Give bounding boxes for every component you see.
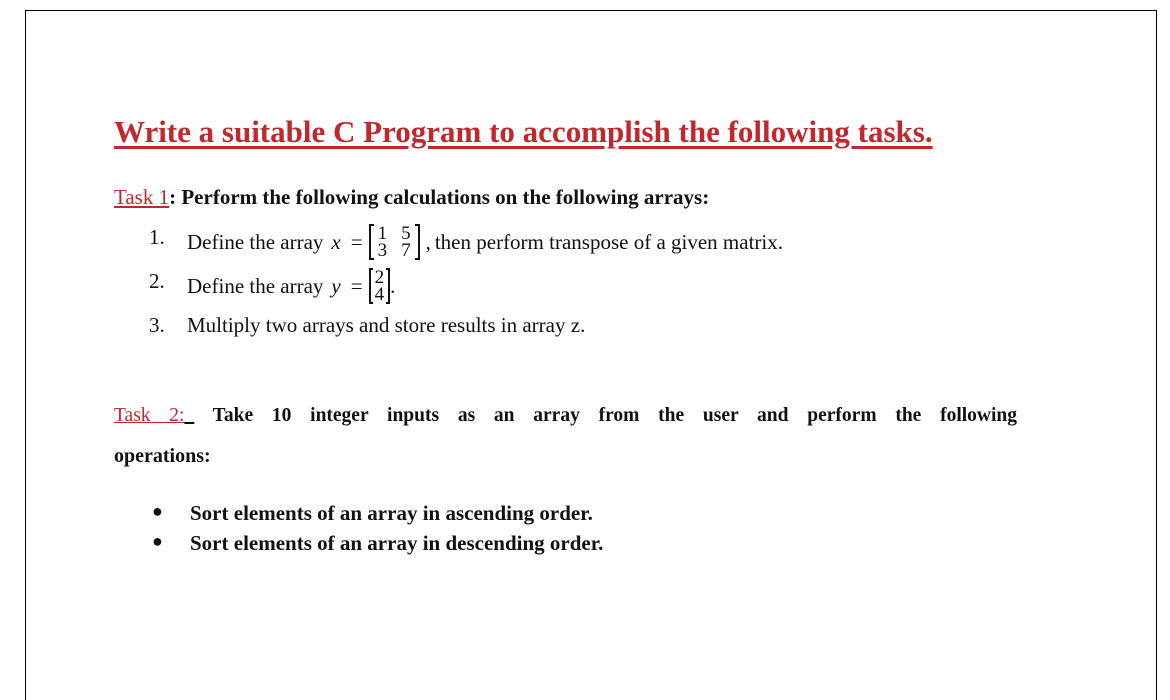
document-title: Write a suitable C Program to accomplish the following tasks. [114, 114, 933, 149]
task1-description: : Perform the following calculations on the following arrays: [169, 185, 710, 209]
matrix-x [369, 225, 420, 259]
step-number: 1. [149, 225, 165, 249]
equals-sign: = [350, 273, 363, 298]
step-number: 2. [149, 269, 165, 293]
step-text-after: then perform transpose of a given matrix. [434, 229, 783, 254]
task1-label: Task 1 [114, 185, 170, 209]
task2-description: Take 10 integer inputs as an array from the user and perform the following [212, 405, 1017, 426]
bullet-text: Sort elements of an array in descending order. [190, 531, 604, 555]
vector-y [369, 269, 391, 303]
list-item [150, 501, 603, 531]
matrix-cell: 3 [377, 240, 388, 261]
task2-description-continued: operations: [114, 445, 211, 467]
list-item [151, 313, 783, 349]
list-item: 1. Define the array x = 1 5 3 7 , then perform transpose of a given matrix. [149, 223, 783, 261]
math-variable: y [331, 273, 341, 298]
task2-heading [114, 405, 1017, 427]
task1-heading [114, 185, 709, 210]
bullet-icon: ● [152, 531, 163, 551]
task1-steps-list [151, 225, 783, 349]
equals-sign: = [350, 229, 363, 254]
matrix-cell: 7 [401, 240, 411, 261]
step-text-after: . [390, 273, 396, 298]
list-item [151, 269, 783, 313]
task2-bullet-list [150, 501, 603, 561]
vector-cell: 4 [374, 284, 385, 305]
list-item [150, 531, 603, 561]
bullet-text: Sort elements of an array in ascending order. [190, 501, 593, 525]
task2-blank: _ [184, 405, 195, 426]
math-variable: x [331, 229, 341, 254]
step-number: 3. [149, 313, 165, 337]
step-text: Define the array [187, 229, 324, 254]
step-text: Define the array [187, 273, 324, 298]
step-text: Multiply two arrays and store results in array z. [187, 313, 586, 337]
vector-cell: 2 [374, 267, 385, 288]
task2-label: Task 2: [114, 405, 185, 426]
bullet-icon: ● [152, 501, 163, 521]
document-page [25, 10, 1157, 700]
matrix-cell: 1 [377, 223, 388, 244]
matrix-cell: 5 [401, 223, 411, 244]
